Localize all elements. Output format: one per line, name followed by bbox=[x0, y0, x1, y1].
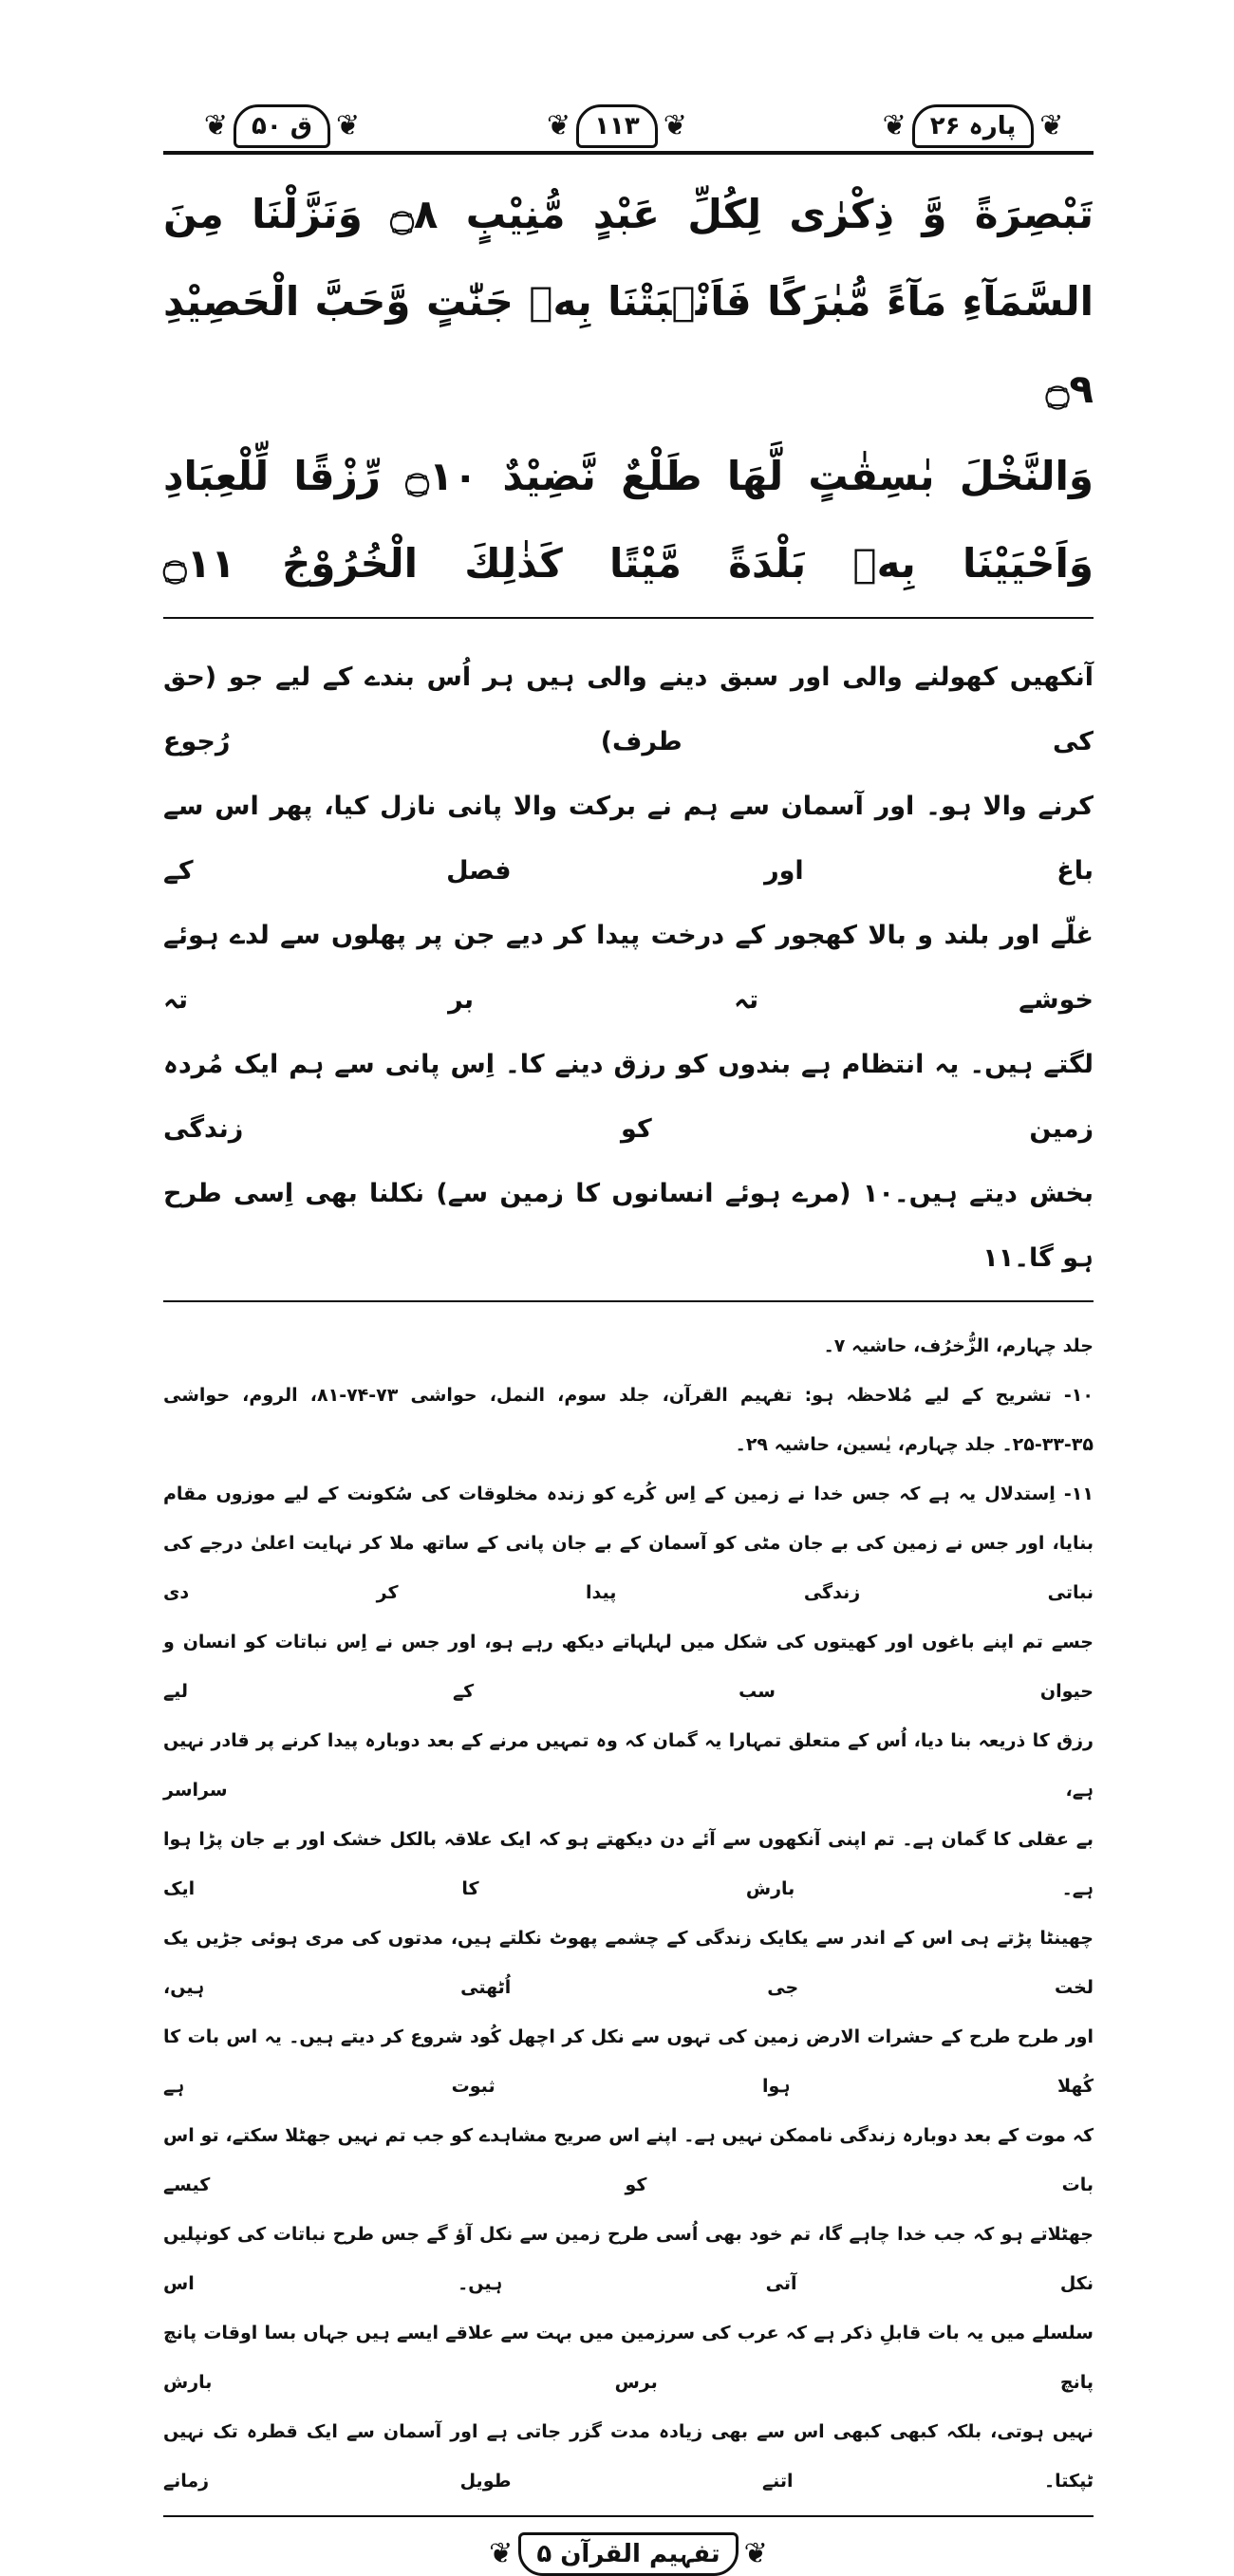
translation-divider bbox=[163, 1300, 1094, 1302]
footnote-line: کہ موت کے بعد دوبارہ زندگی ناممکن نہیں ہے۔ اپنے اس صریح مشاہدے کو جب تم نہیں جھٹلا سکتے، تو اس بات کو کیسے bbox=[163, 2125, 1094, 2195]
verse-divider bbox=[163, 617, 1094, 619]
header-rule bbox=[163, 151, 1094, 155]
translation-line: آنکھیں کھولنے والی اور سبق دینے والی ہیں ہر اُس بندے کے لیے جو (حق کی طرف) رُجوع bbox=[163, 663, 1094, 756]
floral-ornament-icon: ❦ bbox=[336, 109, 361, 142]
translation-line: غلّے اور بلند و بالا کھجور کے درخت پیدا کر دیے جن پر پھلوں سے لدے ہوئے خوشے تہ بر تہ bbox=[163, 921, 1094, 1015]
verse-line: وَالنَّخْلَ بٰسِقٰتٍ لَّهَا طَلْعٌ نَّضِيْدٌ ۝١٠ رِّزْقًا لِّلْعِبَادِ bbox=[163, 453, 1094, 499]
footnote-10: ۱۰- تشریح کے لیے مُلاحظہ ہو: تفہیم القرآن، جلد سوم، النمل، حواشی ۷۳-۷۴-۸۱، الروم، حواشی bbox=[163, 1385, 1094, 1406]
surah-reference: ق ۵۰ bbox=[234, 104, 330, 148]
footnote-line: سلسلے میں یہ بات قابلِ ذکر ہے کہ عرب کی سرزمین میں بہت سے علاقے ایسے ہیں جہاں بسا اوقات پانچ پانچ برس بارش bbox=[163, 2323, 1094, 2393]
footnote-line: بنایا، اور جس نے زمین کی بے جان مٹی کو آسمان کے بے جان پانی کے ساتھ ملا کر نہایت اعلیٰ درجے کی نباتی زندگی پیدا کر دی bbox=[163, 1533, 1094, 1603]
translation-line: بخش دیتے ہیں۔۱۰ (مرے ہوئے انسانوں کا زمین سے) نکلنا بھی اِسی طرح ہو گا۔۱۱ bbox=[163, 1179, 1094, 1273]
page-body bbox=[163, 171, 1094, 2576]
para-number: پارہ ۲۶ bbox=[912, 104, 1035, 148]
verse-line: السَّمَآءِ مَآءً مُّبٰرَكًا فَاَنْۢبَتْنَا بِهٖ جَنّٰتٍ وَّحَبَّ الْحَصِيْدِ ۝٩ bbox=[163, 278, 1094, 412]
footnote-line: بے عقلی کا گمان ہے۔ تم اپنی آنکھوں سے آئے دن دیکھتے ہو کہ ایک علاقہ بالکل خشک اور بے جان پڑا ہوا ہے۔ بارش کا ایک bbox=[163, 1829, 1094, 1899]
surah-ornament bbox=[163, 103, 401, 150]
floral-ornament-icon: ❦ bbox=[1039, 109, 1064, 142]
floral-ornament-icon: ❦ bbox=[743, 2537, 768, 2570]
verse-line: تَبْصِرَةً وَّ ذِكْرٰى لِكُلِّ عَبْدٍ مُّنِيْبٍ ۝٨ وَنَزَّلْنَا مِنَ bbox=[163, 191, 1094, 237]
book-title: تفہیم القرآن ۵ bbox=[518, 2532, 738, 2576]
floral-ornament-icon: ❦ bbox=[882, 109, 907, 142]
para-ornament bbox=[854, 103, 1092, 150]
floral-ornament-icon: ❦ bbox=[203, 109, 228, 142]
floral-ornament-icon: ❦ bbox=[663, 109, 687, 142]
footer-rule bbox=[163, 2515, 1094, 2517]
verse-line: وَاَحْيَيْنَا بِهٖ بَلْدَةً مَّيْتًا كَذٰلِكَ الْخُرُوْجُ ۝١١ bbox=[163, 540, 1094, 587]
footer-ornament bbox=[163, 2532, 1094, 2576]
footnote-line: رزق کا ذریعہ بنا دیا، اُس کے متعلق تمہارا یہ گمان کہ وہ تمہیں مرنے کے بعد دوبارہ پیدا کرنے پر قادر نہیں ہے، سراسر bbox=[163, 1730, 1094, 1801]
page-number-ornament bbox=[498, 103, 736, 150]
arabic-verses bbox=[163, 171, 1094, 607]
footnote-line: جھٹلاتے ہو کہ جب خدا چاہے گا، تم خود بھی اُسی طرح زمین سے نکل آؤ گے جس طرح نباتات کی کونپلیں نکل آتی ہیں۔ اس bbox=[163, 2224, 1094, 2294]
footnote-line: نہیں ہوتی، بلکہ کبھی کبھی اس سے بھی زیادہ مدت گزر جاتی ہے اور آسمان سے ایک قطرہ تک نہیں ٹپکتا۔ اتنے طویل زمانے bbox=[163, 2421, 1094, 2492]
floral-ornament-icon: ❦ bbox=[547, 109, 571, 142]
footnote-line: چھینٹا پڑتے ہی اس کے اندر سے یکایک زندگی کے چشمے پھوٹ نکلتے ہیں، مدتوں کی مری ہوئی جڑیں یک لخت جی اُٹھتی ہیں، bbox=[163, 1928, 1094, 1998]
page-number: ۱۱۳ bbox=[576, 104, 658, 148]
floral-ornament-icon: ❦ bbox=[489, 2537, 514, 2570]
translation-line: کرنے والا ہو۔ اور آسمان سے ہم نے برکت والا پانی نازل کیا، پھر اس سے باغ اور فصل کے bbox=[163, 792, 1094, 886]
footnote-line: اور طرح طرح کے حشرات الارض زمین کی تہوں سے نکل کر اچھل کُود شروع کر دیتے ہیں۔ یہ اس بات کا کُھلا ہوا ثبوت ہے bbox=[163, 2026, 1094, 2097]
urdu-translation bbox=[163, 645, 1094, 1291]
footnote-line: جلد چہارم، الزُّخرُف، حاشیہ ۷۔ bbox=[823, 1335, 1094, 1356]
footnotes bbox=[163, 1321, 1094, 2506]
footnote-11: ۱۱- اِستدلال یہ ہے کہ جس خدا نے زمین کے اِس کُرے کو زندہ مخلوقات کی سُکونت کے لیے موزوں مقام bbox=[163, 1484, 1094, 1504]
translation-line: لگتے ہیں۔ یہ انتظام ہے بندوں کو رزق دینے کا۔ اِس پانی سے ہم ایک مُردہ زمین کو زندگی bbox=[163, 1050, 1094, 1144]
footnote-line: ۲۵-۳۳-۳۵۔ جلد چہارم، یٰسین، حاشیہ ۲۹۔ bbox=[735, 1434, 1094, 1455]
footnote-line: جسے تم اپنے باغوں اور کھیتوں کی شکل میں لہلہاتے دیکھ رہے ہو، اور جس نے اِس نباتات کو انسان و حیوان سب کے لیے bbox=[163, 1632, 1094, 1702]
